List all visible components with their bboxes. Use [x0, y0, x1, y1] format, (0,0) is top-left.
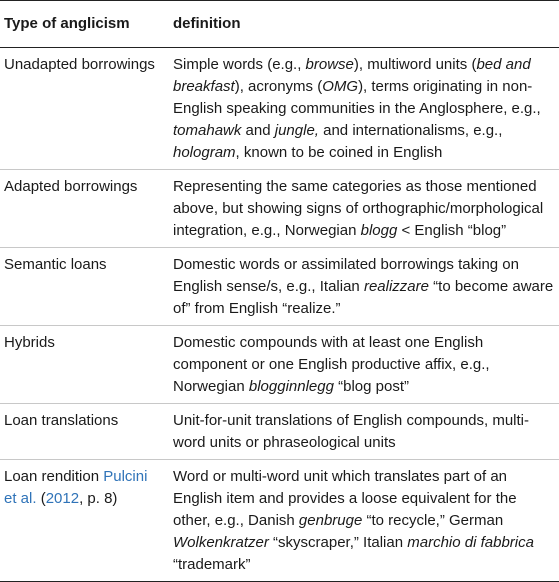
type-label: Hybrids [4, 334, 55, 351]
italic-term: browse [305, 56, 354, 73]
type-label: Unadapted borrowings [4, 56, 155, 73]
text-segment: < English “blog” [397, 222, 507, 239]
text-segment: Word or multi-word unit which translates part of an English item and provides a loose equivalent for the other, e.g., Danish [173, 468, 517, 529]
type-label: Semantic loans [4, 256, 107, 273]
text-segment: ), multiword units ( [353, 56, 477, 73]
text-segment: ( [36, 490, 46, 507]
citation-link[interactable]: Pulcini et al. [4, 468, 148, 507]
definition-cell [167, 48, 559, 170]
italic-term: blogg [360, 222, 398, 239]
type-cell [0, 326, 167, 404]
type-cell [0, 404, 167, 460]
italic-term: bed and breakfast [173, 56, 531, 95]
text-segment: “trademark” [173, 556, 251, 573]
text-segment: and [241, 122, 275, 139]
definition-cell [167, 248, 559, 326]
definition-cell [167, 170, 559, 248]
type-label: Loan rendition [4, 468, 100, 485]
italic-term: genbruge [298, 512, 363, 529]
italic-term: tomahawk [173, 122, 242, 139]
text-segment: Simple words (e.g., [173, 56, 306, 73]
type-label: Adapted borrowings [4, 178, 138, 195]
italic-term: realizzare [363, 278, 429, 295]
table-row [0, 48, 559, 170]
text-segment: “blog post” [333, 378, 409, 395]
text-segment: ), terms originating in non-English speaking communities in the Anglosphere, e.g., [173, 78, 541, 117]
italic-term: hologram [173, 144, 236, 161]
text-segment: and internationalisms, e.g., [318, 122, 503, 139]
type-label: Loan translations [4, 412, 119, 429]
text-segment: Domestic compounds with at least one English component or one English productive affix, e.g., Norwegian [173, 334, 490, 395]
text-segment: Unit-for-unit translations of English compounds, multi-word units or phraseological units [173, 412, 529, 451]
text-segment: Domestic words or assimilated borrowings taking on English sense/s, e.g., Italian [173, 256, 519, 295]
italic-term: blogginnlegg [248, 378, 334, 395]
citation-link[interactable]: 2012 [45, 490, 80, 507]
italic-term: OMG [322, 78, 359, 95]
text-segment: “skyscraper,” Italian [268, 534, 408, 551]
column-header-type: Type of anglicism [0, 1, 167, 48]
definition-cell [167, 404, 559, 460]
table-row [0, 248, 559, 326]
type-cell [0, 460, 167, 582]
table-row [0, 326, 559, 404]
italic-term: Wolkenkratzer [173, 534, 269, 551]
table-row [0, 404, 559, 460]
type-cell [0, 48, 167, 170]
text-segment: , known to be coined in English [235, 144, 443, 161]
type-cell [0, 170, 167, 248]
text-segment: , p. 8) [79, 490, 118, 507]
type-cell [0, 248, 167, 326]
table-header [0, 1, 559, 48]
italic-term: jungle, [274, 122, 319, 139]
definition-cell [167, 326, 559, 404]
text-segment: Representing the same categories as those mentioned above, but showing signs of orthographic/morphological integration, e.g., Norwegian [173, 178, 544, 239]
table-row [0, 170, 559, 248]
header-row [0, 1, 559, 48]
italic-term: marchio di fabbrica [407, 534, 534, 551]
column-header-definition: definition [167, 1, 559, 48]
definition-cell [167, 460, 559, 582]
text-segment: “to recycle,” German [362, 512, 504, 529]
table-row [0, 460, 559, 582]
table-body [0, 48, 559, 582]
text-segment: ), acronyms ( [234, 78, 323, 95]
text-segment: “to become aware of” from English “realize.” [173, 278, 554, 317]
